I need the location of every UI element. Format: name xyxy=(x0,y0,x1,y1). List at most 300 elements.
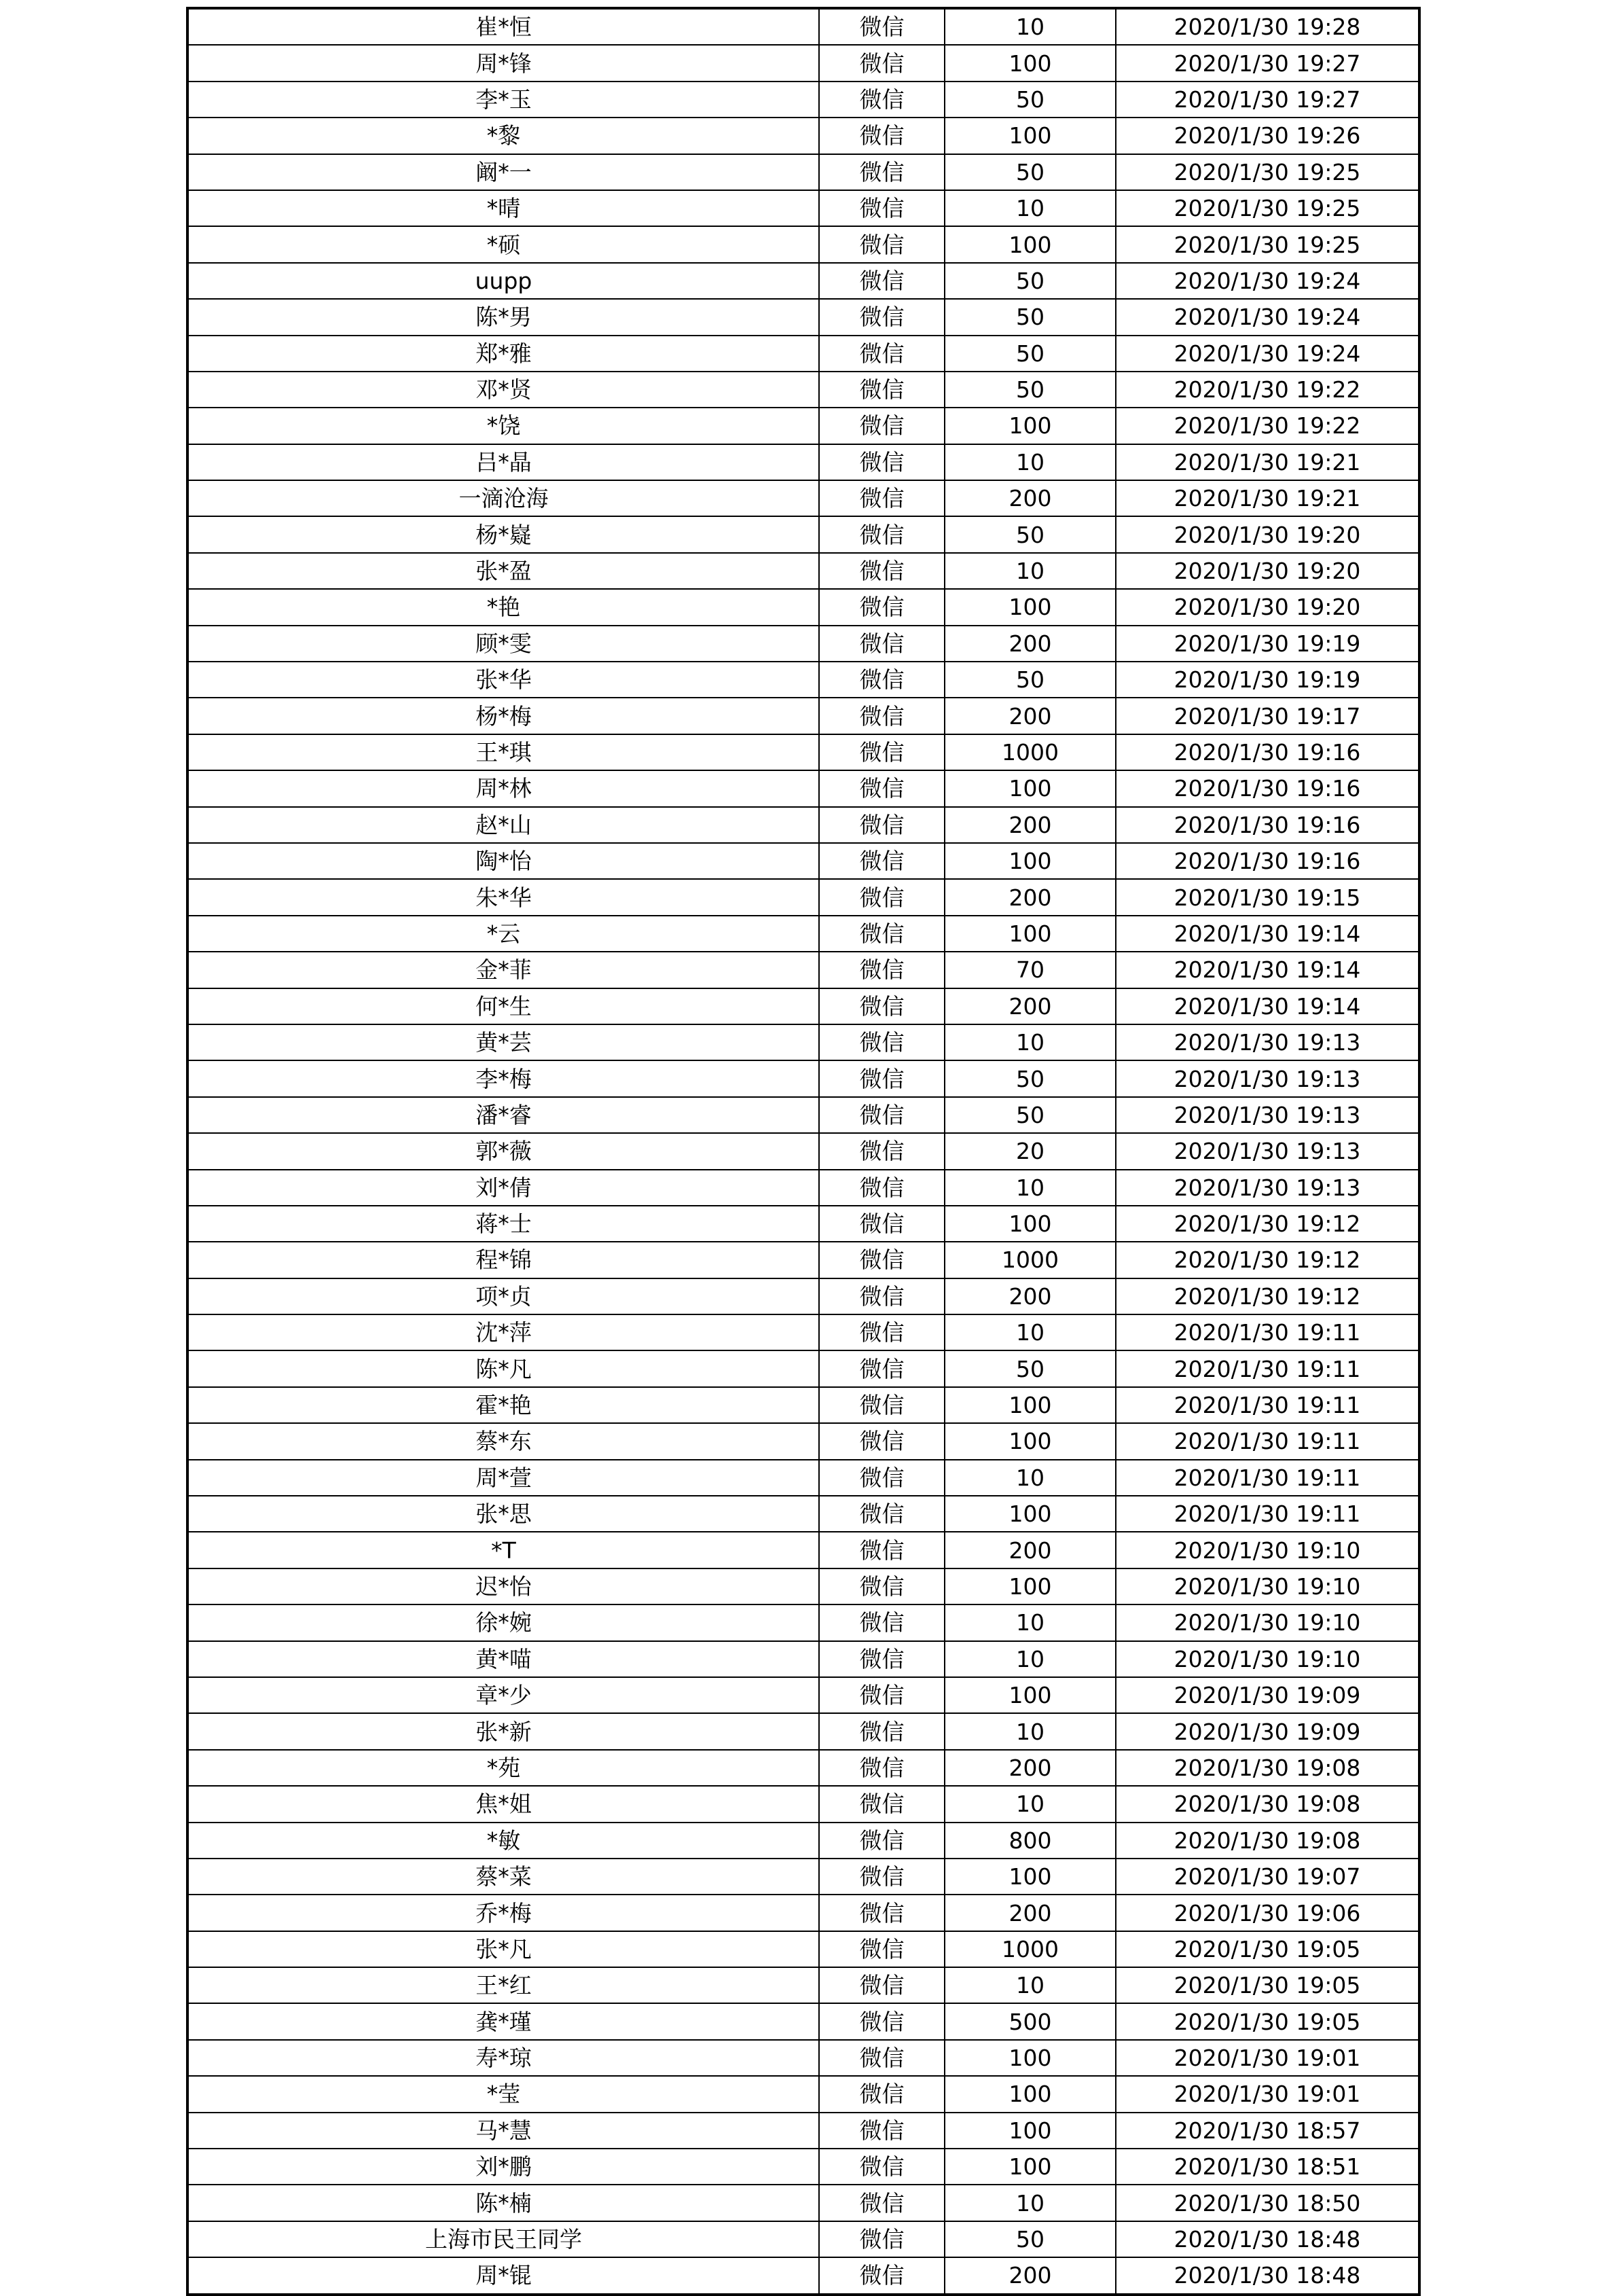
donation-time-cell: 2020/1/30 19:12 xyxy=(1116,1278,1419,1314)
donor-name-cell: 王*琪 xyxy=(187,734,819,770)
table-row xyxy=(187,1677,1419,1713)
amount-cell: 200 xyxy=(945,2257,1116,2294)
table-row xyxy=(187,626,1419,662)
table-row xyxy=(187,1859,1419,1895)
amount-cell: 200 xyxy=(945,807,1116,843)
table-row xyxy=(187,1423,1419,1459)
table-row xyxy=(187,480,1419,516)
amount-cell: 100 xyxy=(945,2149,1116,2185)
table-row xyxy=(187,1895,1419,1931)
table-row xyxy=(187,843,1419,879)
donation-time-cell: 2020/1/30 18:50 xyxy=(1116,2185,1419,2221)
table-row xyxy=(187,118,1419,154)
donation-time-cell: 2020/1/30 19:16 xyxy=(1116,807,1419,843)
table-row xyxy=(187,444,1419,480)
amount-cell: 100 xyxy=(945,226,1116,262)
table-row xyxy=(187,190,1419,226)
donation-time-cell: 2020/1/30 19:13 xyxy=(1116,1133,1419,1169)
donation-time-cell: 2020/1/30 19:16 xyxy=(1116,770,1419,806)
donation-time-cell: 2020/1/30 19:16 xyxy=(1116,734,1419,770)
amount-cell: 50 xyxy=(945,82,1116,118)
donation-time-cell: 2020/1/30 19:24 xyxy=(1116,263,1419,299)
donation-time-cell: 2020/1/30 18:51 xyxy=(1116,2149,1419,2185)
amount-cell: 50 xyxy=(945,1060,1116,1096)
amount-cell: 10 xyxy=(945,553,1116,589)
payment-method-cell: 微信 xyxy=(819,1713,945,1749)
donation-time-cell: 2020/1/30 18:48 xyxy=(1116,2257,1419,2294)
payment-method-cell: 微信 xyxy=(819,1060,945,1096)
amount-cell: 100 xyxy=(945,408,1116,444)
amount-cell: 100 xyxy=(945,916,1116,952)
amount-cell: 200 xyxy=(945,698,1116,734)
donation-time-cell: 2020/1/30 19:11 xyxy=(1116,1350,1419,1386)
amount-cell: 1000 xyxy=(945,1931,1116,1967)
amount-cell: 10 xyxy=(945,1786,1116,1822)
payment-method-cell: 微信 xyxy=(819,589,945,625)
amount-cell: 200 xyxy=(945,988,1116,1024)
amount-cell: 100 xyxy=(945,589,1116,625)
table-row xyxy=(187,1532,1419,1568)
table-row xyxy=(187,2149,1419,2185)
table-row xyxy=(187,82,1419,118)
payment-method-cell: 微信 xyxy=(819,444,945,480)
donation-time-cell: 2020/1/30 19:19 xyxy=(1116,626,1419,662)
amount-cell: 50 xyxy=(945,372,1116,408)
table-row xyxy=(187,1604,1419,1640)
donation-time-cell: 2020/1/30 19:07 xyxy=(1116,1859,1419,1895)
donation-time-cell: 2020/1/30 19:13 xyxy=(1116,1024,1419,1060)
table-row xyxy=(187,1350,1419,1386)
amount-cell: 50 xyxy=(945,662,1116,698)
table-row xyxy=(187,1823,1419,1859)
table-row xyxy=(187,1242,1419,1278)
amount-cell: 100 xyxy=(945,1496,1116,1532)
donation-time-cell: 2020/1/30 19:01 xyxy=(1116,2076,1419,2112)
donor-name-cell: 杨*梅 xyxy=(187,698,819,734)
amount-cell: 70 xyxy=(945,952,1116,988)
donor-name-cell: 刘*倩 xyxy=(187,1170,819,1206)
donor-name-cell: 吕*晶 xyxy=(187,444,819,480)
table-row xyxy=(187,1097,1419,1133)
donation-time-cell: 2020/1/30 19:21 xyxy=(1116,444,1419,480)
donor-name-cell: *饶 xyxy=(187,408,819,444)
donation-time-cell: 2020/1/30 19:13 xyxy=(1116,1060,1419,1096)
payment-method-cell: 微信 xyxy=(819,1750,945,1786)
payment-method-cell: 微信 xyxy=(819,1460,945,1496)
donation-table-body xyxy=(187,8,1419,2295)
table-row xyxy=(187,1641,1419,1677)
donor-name-cell: 周*林 xyxy=(187,770,819,806)
payment-method-cell: 微信 xyxy=(819,734,945,770)
donation-time-cell: 2020/1/30 19:14 xyxy=(1116,916,1419,952)
payment-method-cell: 微信 xyxy=(819,82,945,118)
amount-cell: 1000 xyxy=(945,1242,1116,1278)
donation-time-cell: 2020/1/30 19:27 xyxy=(1116,45,1419,81)
payment-method-cell: 微信 xyxy=(819,190,945,226)
amount-cell: 50 xyxy=(945,336,1116,372)
amount-cell: 100 xyxy=(945,2113,1116,2149)
donation-time-cell: 2020/1/30 19:19 xyxy=(1116,662,1419,698)
donor-name-cell: 郑*雅 xyxy=(187,336,819,372)
donor-name-cell: 李*梅 xyxy=(187,1060,819,1096)
payment-method-cell: 微信 xyxy=(819,807,945,843)
payment-method-cell: 微信 xyxy=(819,1931,945,1967)
donation-time-cell: 2020/1/30 19:20 xyxy=(1116,589,1419,625)
donor-name-cell: *晴 xyxy=(187,190,819,226)
payment-method-cell: 微信 xyxy=(819,1677,945,1713)
table-row xyxy=(187,1387,1419,1423)
donor-name-cell: 王*红 xyxy=(187,1967,819,2003)
table-row xyxy=(187,516,1419,552)
payment-method-cell: 微信 xyxy=(819,8,945,45)
amount-cell: 10 xyxy=(945,1170,1116,1206)
payment-method-cell: 微信 xyxy=(819,1859,945,1895)
donation-time-cell: 2020/1/30 19:08 xyxy=(1116,1750,1419,1786)
donation-time-cell: 2020/1/30 19:27 xyxy=(1116,82,1419,118)
payment-method-cell: 微信 xyxy=(819,1242,945,1278)
amount-cell: 1000 xyxy=(945,734,1116,770)
donor-name-cell: 周*锋 xyxy=(187,45,819,81)
payment-method-cell: 微信 xyxy=(819,1097,945,1133)
table-row xyxy=(187,1568,1419,1604)
donor-name-cell: 周*萱 xyxy=(187,1460,819,1496)
payment-method-cell: 微信 xyxy=(819,916,945,952)
donation-time-cell: 2020/1/30 19:11 xyxy=(1116,1460,1419,1496)
payment-method-cell: 微信 xyxy=(819,1170,945,1206)
donation-time-cell: 2020/1/30 19:05 xyxy=(1116,2003,1419,2039)
payment-method-cell: 微信 xyxy=(819,1967,945,2003)
donor-name-cell: 马*慧 xyxy=(187,2113,819,2149)
donation-time-cell: 2020/1/30 19:10 xyxy=(1116,1532,1419,1568)
table-row xyxy=(187,1170,1419,1206)
donor-name-cell: 金*菲 xyxy=(187,952,819,988)
donor-name-cell: 项*贞 xyxy=(187,1278,819,1314)
donation-time-cell: 2020/1/30 19:08 xyxy=(1116,1823,1419,1859)
donor-name-cell: 张*盈 xyxy=(187,553,819,589)
donor-name-cell: 何*生 xyxy=(187,988,819,1024)
amount-cell: 20 xyxy=(945,1133,1116,1169)
payment-method-cell: 微信 xyxy=(819,1532,945,1568)
amount-cell: 50 xyxy=(945,1350,1116,1386)
table-row xyxy=(187,1460,1419,1496)
donation-time-cell: 2020/1/30 19:05 xyxy=(1116,1967,1419,2003)
amount-cell: 200 xyxy=(945,626,1116,662)
donor-name-cell: 郭*薇 xyxy=(187,1133,819,1169)
donation-records-sheet xyxy=(186,7,1418,2296)
donor-name-cell: 张*华 xyxy=(187,662,819,698)
donor-name-cell: 张*新 xyxy=(187,1713,819,1749)
donor-name-cell: uupp xyxy=(187,263,819,299)
payment-method-cell: 微信 xyxy=(819,372,945,408)
amount-cell: 10 xyxy=(945,444,1116,480)
donor-name-cell: 朱*华 xyxy=(187,879,819,915)
donation-time-cell: 2020/1/30 19:01 xyxy=(1116,2040,1419,2076)
donor-name-cell: 乔*梅 xyxy=(187,1895,819,1931)
donor-name-cell: 李*玉 xyxy=(187,82,819,118)
table-row xyxy=(187,8,1419,45)
amount-cell: 200 xyxy=(945,879,1116,915)
amount-cell: 100 xyxy=(945,2040,1116,2076)
table-row xyxy=(187,734,1419,770)
donation-time-cell: 2020/1/30 19:09 xyxy=(1116,1713,1419,1749)
amount-cell: 50 xyxy=(945,154,1116,190)
amount-cell: 500 xyxy=(945,2003,1116,2039)
donor-name-cell: *T xyxy=(187,1532,819,1568)
table-row xyxy=(187,263,1419,299)
table-row xyxy=(187,2113,1419,2149)
table-row xyxy=(187,698,1419,734)
amount-cell: 100 xyxy=(945,770,1116,806)
donor-name-cell: 寿*琼 xyxy=(187,2040,819,2076)
donation-time-cell: 2020/1/30 19:22 xyxy=(1116,372,1419,408)
donor-name-cell: 周*锟 xyxy=(187,2257,819,2294)
donation-time-cell: 2020/1/30 19:24 xyxy=(1116,336,1419,372)
payment-method-cell: 微信 xyxy=(819,336,945,372)
amount-cell: 200 xyxy=(945,1895,1116,1931)
amount-cell: 50 xyxy=(945,1097,1116,1133)
donor-name-cell: 一滴沧海 xyxy=(187,480,819,516)
table-row xyxy=(187,2003,1419,2039)
table-row xyxy=(187,1750,1419,1786)
table-row xyxy=(187,1024,1419,1060)
payment-method-cell: 微信 xyxy=(819,988,945,1024)
donation-time-cell: 2020/1/30 19:11 xyxy=(1116,1387,1419,1423)
table-row xyxy=(187,299,1419,335)
table-row xyxy=(187,1133,1419,1169)
amount-cell: 100 xyxy=(945,1423,1116,1459)
donor-name-cell: 沈*萍 xyxy=(187,1314,819,1350)
amount-cell: 200 xyxy=(945,1532,1116,1568)
table-row xyxy=(187,2076,1419,2112)
payment-method-cell: 微信 xyxy=(819,2113,945,2149)
table-row xyxy=(187,1967,1419,2003)
table-row xyxy=(187,2257,1419,2294)
payment-method-cell: 微信 xyxy=(819,226,945,262)
table-row xyxy=(187,1206,1419,1242)
donation-time-cell: 2020/1/30 19:22 xyxy=(1116,408,1419,444)
donor-name-cell: 迟*怡 xyxy=(187,1568,819,1604)
donation-time-cell: 2020/1/30 19:12 xyxy=(1116,1242,1419,1278)
table-row xyxy=(187,952,1419,988)
donor-name-cell: 程*锦 xyxy=(187,1242,819,1278)
payment-method-cell: 微信 xyxy=(819,2003,945,2039)
payment-method-cell: 微信 xyxy=(819,45,945,81)
donation-time-cell: 2020/1/30 19:14 xyxy=(1116,988,1419,1024)
donor-name-cell: 刘*鹏 xyxy=(187,2149,819,2185)
donor-name-cell: 龚*瑾 xyxy=(187,2003,819,2039)
donor-name-cell: *敏 xyxy=(187,1823,819,1859)
donation-time-cell: 2020/1/30 19:25 xyxy=(1116,226,1419,262)
payment-method-cell: 微信 xyxy=(819,2221,945,2257)
table-row xyxy=(187,1496,1419,1532)
donation-time-cell: 2020/1/30 18:48 xyxy=(1116,2221,1419,2257)
amount-cell: 100 xyxy=(945,1859,1116,1895)
payment-method-cell: 微信 xyxy=(819,1350,945,1386)
payment-method-cell: 微信 xyxy=(819,553,945,589)
donation-time-cell: 2020/1/30 19:28 xyxy=(1116,8,1419,45)
payment-method-cell: 微信 xyxy=(819,1278,945,1314)
donation-time-cell: 2020/1/30 19:06 xyxy=(1116,1895,1419,1931)
donor-name-cell: 陶*怡 xyxy=(187,843,819,879)
payment-method-cell: 微信 xyxy=(819,2149,945,2185)
donor-name-cell: 潘*睿 xyxy=(187,1097,819,1133)
donation-time-cell: 2020/1/30 19:10 xyxy=(1116,1568,1419,1604)
amount-cell: 10 xyxy=(945,1024,1116,1060)
donor-name-cell: 蔡*东 xyxy=(187,1423,819,1459)
donation-time-cell: 2020/1/30 19:24 xyxy=(1116,299,1419,335)
donation-time-cell: 2020/1/30 19:25 xyxy=(1116,154,1419,190)
donor-name-cell: 黄*芸 xyxy=(187,1024,819,1060)
table-row xyxy=(187,45,1419,81)
donor-name-cell: *云 xyxy=(187,916,819,952)
payment-method-cell: 微信 xyxy=(819,952,945,988)
payment-method-cell: 微信 xyxy=(819,2076,945,2112)
table-row xyxy=(187,1931,1419,1967)
table-row xyxy=(187,807,1419,843)
donor-name-cell: 蒋*士 xyxy=(187,1206,819,1242)
payment-method-cell: 微信 xyxy=(819,299,945,335)
donor-name-cell: 陈*男 xyxy=(187,299,819,335)
table-row xyxy=(187,336,1419,372)
payment-method-cell: 微信 xyxy=(819,1206,945,1242)
table-row xyxy=(187,226,1419,262)
donor-name-cell: *黎 xyxy=(187,118,819,154)
payment-method-cell: 微信 xyxy=(819,2185,945,2221)
donation-time-cell: 2020/1/30 19:14 xyxy=(1116,952,1419,988)
amount-cell: 10 xyxy=(945,1713,1116,1749)
amount-cell: 100 xyxy=(945,45,1116,81)
donor-name-cell: 徐*婉 xyxy=(187,1604,819,1640)
table-row xyxy=(187,662,1419,698)
donor-name-cell: 焦*姐 xyxy=(187,1786,819,1822)
payment-method-cell: 微信 xyxy=(819,1314,945,1350)
table-row xyxy=(187,770,1419,806)
table-row xyxy=(187,154,1419,190)
payment-method-cell: 微信 xyxy=(819,2257,945,2294)
donor-name-cell: *硕 xyxy=(187,226,819,262)
payment-method-cell: 微信 xyxy=(819,1604,945,1640)
table-row xyxy=(187,589,1419,625)
donation-time-cell: 2020/1/30 19:13 xyxy=(1116,1170,1419,1206)
amount-cell: 100 xyxy=(945,843,1116,879)
table-row xyxy=(187,1314,1419,1350)
payment-method-cell: 微信 xyxy=(819,770,945,806)
donation-time-cell: 2020/1/30 19:16 xyxy=(1116,843,1419,879)
donation-time-cell: 2020/1/30 19:10 xyxy=(1116,1604,1419,1640)
table-row xyxy=(187,408,1419,444)
donor-name-cell: 陈*楠 xyxy=(187,2185,819,2221)
table-row xyxy=(187,1713,1419,1749)
table-row xyxy=(187,879,1419,915)
amount-cell: 10 xyxy=(945,1967,1116,2003)
donation-time-cell: 2020/1/30 19:20 xyxy=(1116,553,1419,589)
amount-cell: 200 xyxy=(945,1278,1116,1314)
amount-cell: 50 xyxy=(945,299,1116,335)
donation-time-cell: 2020/1/30 19:20 xyxy=(1116,516,1419,552)
payment-method-cell: 微信 xyxy=(819,1641,945,1677)
table-row xyxy=(187,2040,1419,2076)
table-row xyxy=(187,372,1419,408)
donor-name-cell: 阚*一 xyxy=(187,154,819,190)
donation-time-cell: 2020/1/30 19:21 xyxy=(1116,480,1419,516)
payment-method-cell: 微信 xyxy=(819,1133,945,1169)
payment-method-cell: 微信 xyxy=(819,662,945,698)
donor-name-cell: 邓*贤 xyxy=(187,372,819,408)
donation-time-cell: 2020/1/30 19:12 xyxy=(1116,1206,1419,1242)
donation-time-cell: 2020/1/30 19:26 xyxy=(1116,118,1419,154)
donor-name-cell: 杨*嶷 xyxy=(187,516,819,552)
payment-method-cell: 微信 xyxy=(819,626,945,662)
amount-cell: 10 xyxy=(945,1314,1116,1350)
payment-method-cell: 微信 xyxy=(819,118,945,154)
amount-cell: 10 xyxy=(945,1641,1116,1677)
amount-cell: 10 xyxy=(945,2185,1116,2221)
payment-method-cell: 微信 xyxy=(819,1823,945,1859)
donor-name-cell: *莹 xyxy=(187,2076,819,2112)
table-row xyxy=(187,1278,1419,1314)
payment-method-cell: 微信 xyxy=(819,480,945,516)
donor-name-cell: 张*思 xyxy=(187,1496,819,1532)
payment-method-cell: 微信 xyxy=(819,263,945,299)
table-row xyxy=(187,553,1419,589)
payment-method-cell: 微信 xyxy=(819,1496,945,1532)
donor-name-cell: 霍*艳 xyxy=(187,1387,819,1423)
amount-cell: 10 xyxy=(945,8,1116,45)
payment-method-cell: 微信 xyxy=(819,154,945,190)
amount-cell: 100 xyxy=(945,2076,1116,2112)
payment-method-cell: 微信 xyxy=(819,1423,945,1459)
donation-time-cell: 2020/1/30 19:25 xyxy=(1116,190,1419,226)
payment-method-cell: 微信 xyxy=(819,843,945,879)
donor-name-cell: 顾*雯 xyxy=(187,626,819,662)
donation-time-cell: 2020/1/30 19:10 xyxy=(1116,1641,1419,1677)
donor-name-cell: *苑 xyxy=(187,1750,819,1786)
table-row xyxy=(187,2221,1419,2257)
table-row xyxy=(187,1060,1419,1096)
payment-method-cell: 微信 xyxy=(819,1024,945,1060)
donor-name-cell: 赵*山 xyxy=(187,807,819,843)
donation-time-cell: 2020/1/30 19:08 xyxy=(1116,1786,1419,1822)
payment-method-cell: 微信 xyxy=(819,516,945,552)
donation-time-cell: 2020/1/30 19:17 xyxy=(1116,698,1419,734)
donation-time-cell: 2020/1/30 19:11 xyxy=(1116,1496,1419,1532)
amount-cell: 100 xyxy=(945,1677,1116,1713)
donor-name-cell: 蔡*菜 xyxy=(187,1859,819,1895)
donor-name-cell: 上海市民王同学 xyxy=(187,2221,819,2257)
amount-cell: 200 xyxy=(945,1750,1116,1786)
amount-cell: 10 xyxy=(945,190,1116,226)
amount-cell: 200 xyxy=(945,480,1116,516)
amount-cell: 100 xyxy=(945,1206,1116,1242)
payment-method-cell: 微信 xyxy=(819,698,945,734)
amount-cell: 50 xyxy=(945,263,1116,299)
donor-name-cell: 黄*喵 xyxy=(187,1641,819,1677)
donation-time-cell: 2020/1/30 19:13 xyxy=(1116,1097,1419,1133)
donation-time-cell: 2020/1/30 19:11 xyxy=(1116,1314,1419,1350)
table-row xyxy=(187,916,1419,952)
amount-cell: 10 xyxy=(945,1460,1116,1496)
donation-time-cell: 2020/1/30 18:57 xyxy=(1116,2113,1419,2149)
amount-cell: 50 xyxy=(945,2221,1116,2257)
amount-cell: 10 xyxy=(945,1604,1116,1640)
amount-cell: 100 xyxy=(945,1568,1116,1604)
donation-time-cell: 2020/1/30 19:09 xyxy=(1116,1677,1419,1713)
donation-time-cell: 2020/1/30 19:15 xyxy=(1116,879,1419,915)
donation-time-cell: 2020/1/30 19:11 xyxy=(1116,1423,1419,1459)
table-row xyxy=(187,1786,1419,1822)
payment-method-cell: 微信 xyxy=(819,1387,945,1423)
payment-method-cell: 微信 xyxy=(819,1895,945,1931)
